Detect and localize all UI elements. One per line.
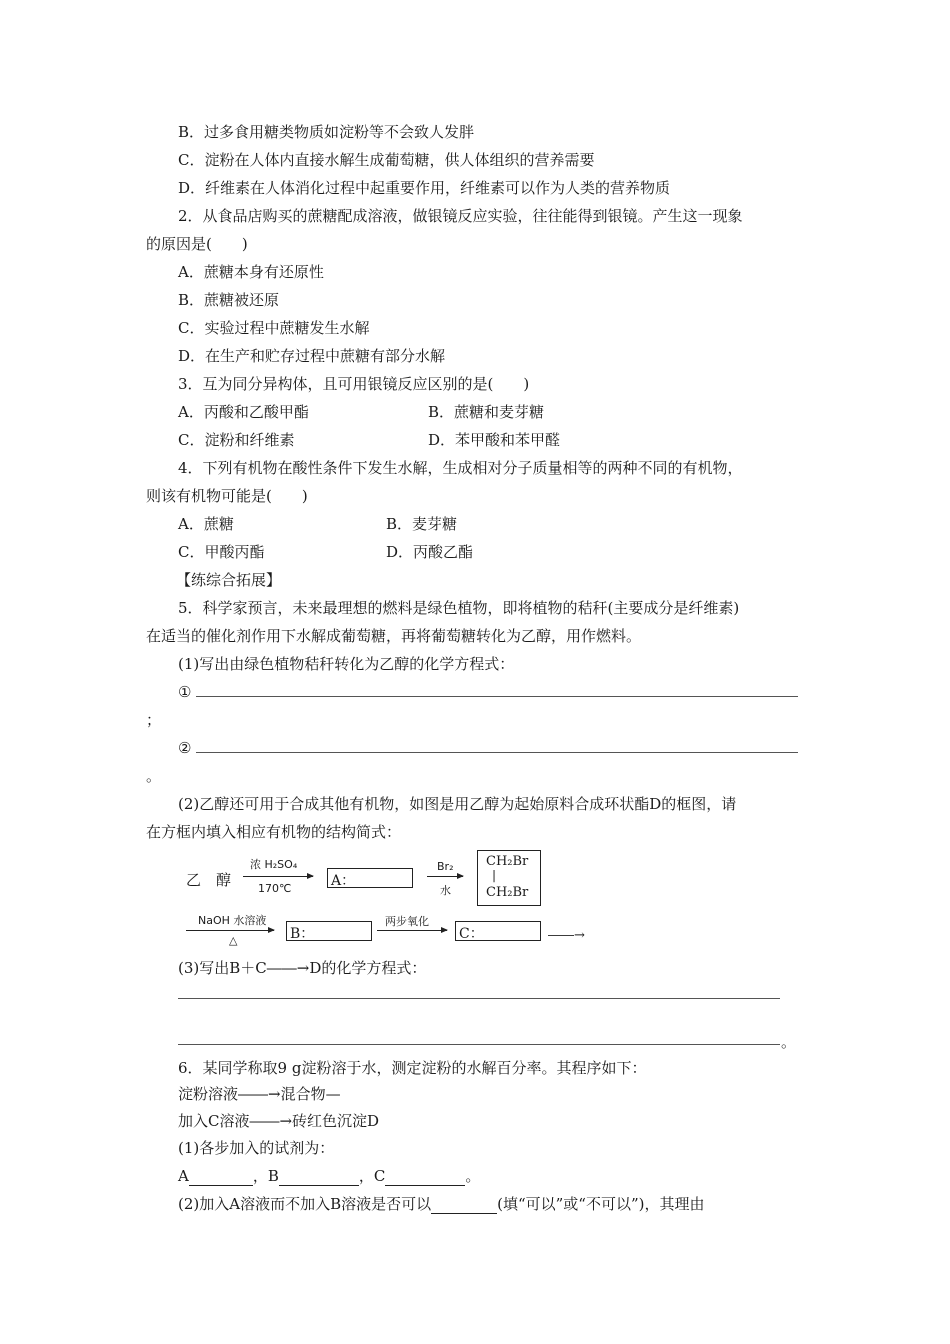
q5-part2-line1: (2)乙醇还可用于合成其他有机物，如图是用乙醇为起始原料合成环状酯D的框图，请 — [178, 795, 737, 813]
q6-flow-line1: 淀粉溶液――→混合物— — [178, 1085, 341, 1103]
answer-semicolon: ； — [146, 711, 162, 729]
q4-option-a: A．蔗糖 — [178, 515, 234, 533]
blank-end: 。 — [465, 1167, 481, 1185]
arrow4 — [377, 930, 447, 931]
arrow3-reagent: NaOH 水溶液 — [198, 914, 267, 927]
q4-option-d: D．丙酸乙酯 — [386, 543, 474, 561]
arrow1-reagent: 浓 H₂SO₄ — [250, 858, 298, 871]
answer-period-1: 。 — [146, 767, 162, 785]
blank-c[interactable] — [385, 1169, 465, 1186]
blank-b-label: ，B — [252, 1167, 279, 1185]
q1-option-c: C．淀粉在人体内直接水解生成葡萄糖，供人体组织的营养需要 — [178, 151, 595, 169]
answer-line-3[interactable] — [178, 998, 780, 999]
q6-flow-line2: 加入C溶液――→砖红色沉淀D — [178, 1112, 380, 1130]
q4-option-c: C．甲酸丙酯 — [178, 543, 265, 561]
blank-a-label: A — [178, 1167, 189, 1185]
q2-stem-line1: 2．从食品店购买的蔗糖配成溶液，做银镜反应实验，往往能得到银镜。产生这一现象 — [178, 207, 743, 225]
q4-option-b: B．麦芽糖 — [386, 515, 458, 533]
arrow3-condition: △ — [229, 934, 238, 947]
arrow4-reagent: 两步氧化 — [385, 915, 429, 928]
dibromo-bottom: CH₂Br — [486, 885, 529, 900]
q5-part3-prompt: (3)写出B＋C――→D的化学方程式： — [178, 959, 427, 977]
q6-part1-answers — [178, 1166, 480, 1186]
answer-period-2: 。 — [781, 1033, 797, 1051]
dibromoethane-box — [477, 850, 541, 906]
answer-line-1[interactable] — [196, 696, 798, 697]
arrow2-condition: 水 — [440, 884, 451, 897]
blank-b[interactable] — [279, 1169, 359, 1186]
answer-line-2[interactable] — [196, 752, 798, 753]
q5-part2-line2: 在方框内填入相应有机物的结构简式： — [146, 823, 402, 841]
q5-stem-line1: 5．科学家预言，未来最理想的燃料是绿色植物，即将植物的秸秆(主要成分是纤维素) — [178, 599, 740, 617]
q3-option-c: C．淀粉和纤维素 — [178, 431, 295, 449]
q2-option-c: C．实验过程中蔗糖发生水解 — [178, 319, 370, 337]
q2-option-b: B．蔗糖被还原 — [178, 291, 280, 309]
scheme-start-ethanol: 乙 醇 — [186, 871, 232, 889]
arrow2-reagent: Br₂ — [437, 860, 454, 873]
q6-stem: 6．某同学称取9 g淀粉溶于水，测定淀粉的水解百分率。其程序如下： — [178, 1059, 647, 1077]
blank-a[interactable] — [189, 1169, 253, 1186]
q2-option-a: A．蔗糖本身有还原性 — [178, 263, 324, 281]
q4-stem-line2: 则该有机物可能是( ) — [146, 487, 308, 505]
answer-label-2: ② — [178, 739, 192, 757]
arrow1 — [243, 876, 313, 877]
box-b-label: B： — [290, 926, 315, 942]
q3-stem: 3．互为同分异构体，且可用银镜反应区别的是( ) — [178, 375, 530, 393]
q6-part2-tail: (填“可以”或“不可以”)，其理由 — [497, 1195, 705, 1213]
q6-part2 — [178, 1194, 705, 1214]
box-a[interactable] — [327, 868, 413, 888]
q6-part2-lead: (2)加入A溶液而不加入B溶液是否可以 — [178, 1195, 432, 1213]
dibromo-bond: | — [492, 868, 497, 882]
q6-part1-prompt: (1)各步加入的试剂为： — [178, 1139, 335, 1157]
arrow1-condition: 170℃ — [258, 882, 292, 895]
q4-stem-line1: 4．下列有机物在酸性条件下发生水解，生成相对分子质量相等的两种不同的有机物， — [178, 459, 743, 477]
answer-line-4[interactable] — [178, 1044, 780, 1045]
dibromo-top: CH₂Br — [486, 854, 529, 869]
q3-option-b: B．蔗糖和麦芽糖 — [428, 403, 545, 421]
arrow2 — [427, 876, 463, 877]
blank-c-label: ，C — [358, 1167, 386, 1185]
blank-d[interactable] — [431, 1197, 497, 1214]
q5-part1-prompt: (1)写出由绿色植物秸秆转化为乙醇的化学方程式： — [178, 655, 515, 673]
q1-option-d: D．纤维素在人体消化过程中起重要作用，纤维素可以作为人类的营养物质 — [178, 179, 671, 197]
section-heading: 【练综合拓展】 — [176, 571, 282, 589]
box-c[interactable] — [455, 921, 541, 941]
q3-option-d: D．苯甲酸和苯甲醛 — [428, 431, 561, 449]
box-b[interactable] — [286, 921, 372, 941]
q1-option-b: B．过多食用糖类物质如淀粉等不会致人发胖 — [178, 123, 475, 141]
scheme-tail-arrow: ――→ — [548, 928, 585, 943]
q2-stem-line2: 的原因是( ) — [146, 235, 248, 253]
answer-label-1: ① — [178, 683, 192, 701]
q2-option-d: D．在生产和贮存过程中蔗糖有部分水解 — [178, 347, 446, 365]
box-a-label: A： — [331, 873, 356, 889]
q5-stem-line2: 在适当的催化剂作用下水解成葡萄糖，再将葡萄糖转化为乙醇，用作燃料。 — [146, 627, 642, 645]
q3-option-a: A．丙酸和乙酸甲酯 — [178, 403, 309, 421]
box-c-label: C： — [459, 926, 484, 942]
arrow3 — [186, 930, 274, 931]
